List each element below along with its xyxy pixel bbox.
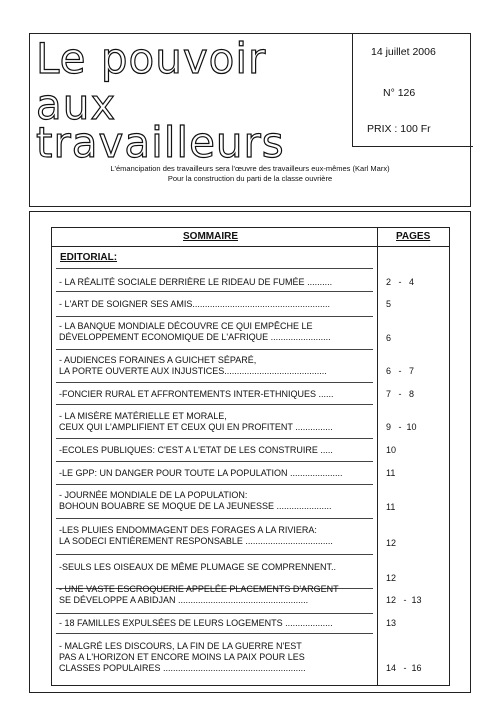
toc-entry-pages: 7 - 8 [386, 389, 415, 399]
toc-entry-line: -LE GPP: UN DANGER POUR TOUTE LA POPULATION ..................... [59, 468, 343, 478]
toc-entry [59, 468, 371, 479]
issue-number: N° 126 [383, 87, 416, 99]
toc-entry-line: CEUX QUI L'AMPLIFIENT ET CEUX QUI EN PROFITENT ............... [59, 422, 333, 432]
header-sommaire: SOMMAIRE [183, 231, 238, 242]
toc-entry-line: - UNE VASTE ESCROQUERIE APPELÉE PLACEMENTS D'ARGENT [59, 584, 339, 594]
toc-entry [59, 584, 371, 606]
toc-entry-line: -LES PLUIES ENDOMMAGENT DES FORAGES A LA RIVIERA: [59, 525, 317, 535]
entry-separator [56, 484, 373, 485]
entry-separator [56, 633, 373, 634]
toc-entry-line: - AUDIENCES FORAINES A GUICHET SÉPARÉ, [59, 355, 257, 365]
toc-entry-line: CLASSES POPULAIRES ......................................................... [59, 663, 306, 673]
entry-separator [56, 613, 373, 614]
toc-entry-line: -FONCIER RURAL ET AFFRONTEMENTS INTER-ETHNIQUES ...... [59, 389, 334, 399]
toc-entry-line: SE DÉVELOPPE A ABIDJAN .................................................... [59, 595, 309, 605]
entry-separator [56, 438, 373, 439]
tagline-mission: Pour la construction du parti de la classe ouvrière [167, 174, 333, 183]
entry-separator [56, 291, 373, 292]
toc-entry [59, 355, 371, 377]
toc-entry-pages: 12 [386, 538, 397, 548]
toc-entry-pages: 6 - 7 [386, 366, 415, 376]
toc-entry [59, 389, 371, 400]
issue-price: PRIX : 100 Fr [367, 123, 431, 135]
header-pages: PAGES [396, 231, 431, 242]
toc-entry [59, 445, 371, 456]
entry-separator [56, 349, 373, 350]
toc-entry-line: PAS A L'HORIZON ET ENCORE MOINS LA PAIX POUR LES [59, 652, 305, 662]
masthead-title-line-2: aux [36, 80, 117, 129]
toc-entry-line: - JOURNÉE MONDIALE DE LA POPULATION: [59, 490, 248, 500]
toc-entry-pages: 9 - 10 [386, 422, 417, 432]
toc-entry [59, 299, 371, 310]
toc-entry-line: - LA BANQUE MONDIALE DÉCOUVRE CE QUI EMPÊCHE LE [59, 321, 313, 331]
toc-entry-line: BOHOUN BOUABRE SE MOQUE DE LA JEUNESSE ...................... [59, 501, 332, 511]
toc-entry-pages: 6 [386, 333, 392, 343]
tagline-quote: L'émancipation des travailleurs sera l'œuvre des travailleurs eux-mêmes (Karl Marx) [110, 164, 390, 173]
toc-entry-line: - MALGRÉ LES DISCOURS, LA FIN DE LA GUERRE N'EST [59, 641, 302, 651]
entry-separator [56, 518, 373, 519]
toc-entry-line: - 18 FAMILLES EXPULSÉES DE LEURS LOGEMENTS ................... [59, 618, 333, 628]
entry-separator [56, 554, 373, 555]
toc-entry [59, 277, 371, 288]
toc-entry-line: - L'ART DE SOIGNER SES AMIS....................................................... [59, 299, 330, 309]
entry-separator [56, 404, 373, 405]
toc-entry-pages: 5 [386, 299, 392, 309]
toc-entry-pages: 11 [386, 502, 396, 512]
toc-entry-line: - LA MISÈRE MATÉRIELLE ET MORALE, [59, 411, 227, 421]
toc-entry-line: LA PORTE OUVERTE AUX INJUSTICES......................................... [59, 366, 327, 376]
toc-entry-pages: 14 - 16 [386, 663, 422, 673]
toc-entry [59, 490, 371, 512]
toc-entry-line: - LA RÉALITÉ SOCIALE DERRIÈRE LE RIDEAU DE FUMÉE .......... [59, 277, 333, 287]
entry-separator [56, 461, 373, 462]
masthead-title-line-1: Le pouvoir [36, 34, 267, 83]
toc-entry-pages: 13 [386, 618, 397, 628]
toc-entry-pages: 10 [386, 445, 397, 455]
column-divider [377, 227, 378, 686]
toc-entry-pages: 2 - 4 [386, 277, 415, 287]
toc-entry-line: DÉVELOPPEMENT ECONOMIQUE DE L'AFRIQUE ........................ [59, 332, 331, 342]
toc-entry [59, 321, 371, 343]
toc-entry [59, 562, 371, 573]
toc-entry-line: LA SODECI ENTIÈREMENT RESPONSABLE ................................... [59, 536, 333, 546]
section-editorial: EDITORIAL: [60, 252, 118, 263]
toc-entry [59, 411, 371, 433]
issue-info-box [352, 33, 473, 147]
masthead [29, 33, 471, 207]
toc-entry-line: -ECOLES PUBLIQUES: C'EST A L'ETAT DE LES CONSTRUIRE ..... [59, 445, 333, 455]
header-divider [51, 246, 450, 247]
toc-entry [59, 641, 371, 674]
entry-separator [56, 316, 373, 317]
toc-entry-pages: 12 - 13 [386, 595, 422, 605]
toc-entry [59, 618, 371, 629]
toc-entry-pages: 11 [386, 468, 396, 478]
masthead-title-line-3: travailleurs [36, 118, 285, 167]
entry-separator [56, 268, 373, 269]
toc-entry-line: -SEULS LES OISEAUX DE MÊME PLUMAGE SE COMPRENNENT.. [59, 562, 337, 572]
toc-entry-pages: 12 [386, 573, 397, 583]
toc-entry [59, 525, 371, 547]
issue-date: 14 juillet 2006 [371, 46, 436, 58]
entry-separator [56, 382, 373, 383]
